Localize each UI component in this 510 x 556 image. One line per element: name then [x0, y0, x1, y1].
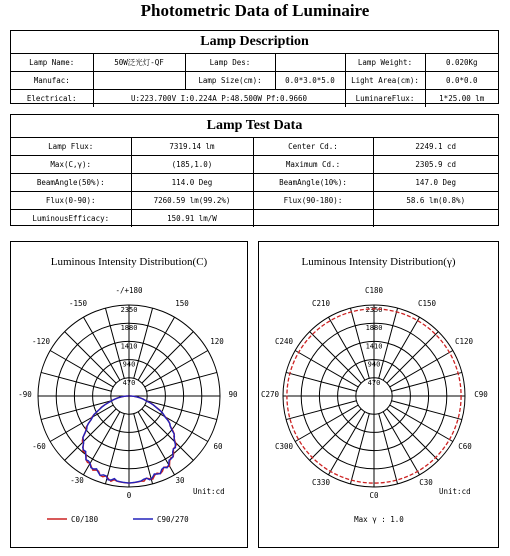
grid-spoke — [350, 414, 369, 484]
ring-value-label: 1880 — [120, 324, 138, 333]
grid-spoke — [295, 405, 358, 441]
grid-spoke — [387, 409, 438, 460]
grid-spoke — [383, 317, 419, 380]
c-distribution-panel — [10, 241, 248, 548]
table-cell: 7260.59 lm(99.2%) — [131, 192, 253, 210]
light-area-value: 0.0*0.0 — [425, 72, 498, 90]
table-cell: 2249.1 cd — [373, 138, 498, 156]
grid-spoke — [105, 414, 124, 484]
lamp-weight-value: 0.020Kg — [425, 54, 498, 72]
table-row — [11, 156, 498, 174]
grid-spoke — [142, 332, 193, 383]
manufac-label: Manufac: — [11, 72, 93, 90]
c-label-330: C330 — [311, 478, 331, 487]
c-label-30: C30 — [419, 478, 433, 487]
table-cell: 114.0 Deg — [131, 174, 253, 192]
angle-label-120: 120 — [210, 337, 224, 346]
table-cell — [373, 210, 498, 228]
legend-c90-label: C90/270 — [157, 515, 189, 524]
grid-spoke — [50, 351, 113, 387]
c-label-90: C90 — [474, 390, 488, 399]
gamma-chart-title: Luminous Intensity Distribution(γ) — [301, 256, 456, 268]
grid-spoke — [65, 409, 116, 460]
grid-spoke — [84, 412, 120, 475]
grid-spoke — [65, 332, 116, 383]
angle-label-150: 150 — [175, 299, 189, 308]
table-cell: Maximum Cd.: — [253, 156, 373, 174]
c-chart-title: Luminous Intensity Distribution(C) — [50, 256, 208, 268]
angle-label-90: 90 — [228, 390, 238, 399]
table-row — [11, 174, 498, 192]
angle-label-180: -/+180 — [115, 286, 143, 295]
grid-spoke — [147, 401, 217, 420]
ring-value-label: 470 — [367, 378, 381, 387]
lamp-test-box — [10, 114, 499, 226]
c-label-300: C300 — [274, 442, 294, 451]
c-label-0: C0 — [369, 491, 379, 500]
c-label-150: C150 — [417, 299, 437, 308]
grid-spoke — [379, 414, 398, 484]
grid-spoke — [392, 401, 462, 420]
lamp-description-heading: Lamp Description — [11, 31, 498, 54]
grid-spoke — [310, 332, 361, 383]
unit-label: Unit:cd — [439, 487, 471, 496]
grid-spoke — [390, 351, 453, 387]
ring-value-label: 470 — [122, 378, 136, 387]
lamp-des-label: Lamp Des: — [185, 54, 275, 72]
c-label-240: C240 — [274, 337, 294, 346]
grid-spoke — [84, 317, 120, 380]
luminare-flux-label: LuminareFlux: — [345, 90, 425, 108]
table-cell: 147.0 Deg — [373, 174, 498, 192]
grid-spoke — [310, 409, 361, 460]
grid-spoke — [41, 372, 111, 391]
grid-spoke — [329, 317, 365, 380]
ring-value-label: 2350 — [365, 306, 383, 314]
table-cell: Center Cd.: — [253, 138, 373, 156]
manufac-value — [93, 72, 185, 90]
grid-spoke — [41, 401, 111, 420]
table-row — [11, 210, 498, 228]
grid-spoke — [295, 351, 358, 387]
angle-label-60: 60 — [213, 442, 223, 451]
table-cell: 150.91 lm/W — [131, 210, 253, 228]
grid-spoke — [147, 372, 217, 391]
grid-spoke — [145, 405, 208, 441]
angle-label--90: -90 — [18, 390, 32, 399]
table-cell: 7319.14 lm — [131, 138, 253, 156]
grid-spoke — [383, 412, 419, 475]
luminare-flux-value: 1*25.00 lm — [425, 90, 498, 108]
angle-label--60: -60 — [32, 442, 46, 451]
c-label-180: C180 — [364, 286, 384, 295]
gamma-distribution-panel — [258, 241, 499, 548]
table-cell: Lamp Flux: — [11, 138, 131, 156]
ring-value-label: 1880 — [365, 324, 383, 333]
grid-spoke — [387, 332, 438, 383]
angle-label-0: 0 — [126, 491, 132, 500]
table-cell: BeamAngle(50%): — [11, 174, 131, 192]
table-cell: 2305.9 cd — [373, 156, 498, 174]
lamp-description-box — [10, 30, 499, 104]
table-row — [11, 192, 498, 210]
ring-value-label: 2350 — [120, 306, 138, 314]
grid-spoke — [390, 405, 453, 441]
max-gamma-label: Max γ : 1.0 — [354, 515, 404, 524]
ring-value-label: 1410 — [120, 342, 138, 351]
table-cell — [253, 210, 373, 228]
angle-label--30: -30 — [70, 476, 84, 485]
ring-value-label: 1410 — [365, 342, 383, 351]
lamp-test-heading: Lamp Test Data — [11, 115, 498, 138]
table-cell: BeamAngle(10%): — [253, 174, 373, 192]
lamp-description-table — [11, 54, 498, 107]
grid-spoke — [286, 372, 356, 391]
c-label-60: C60 — [458, 442, 472, 451]
electrical-label: Electrical: — [11, 90, 93, 108]
c-polar-chart — [11, 242, 247, 547]
lamp-des-value — [275, 54, 345, 72]
unit-label: Unit:cd — [193, 487, 225, 496]
table-cell: 58.6 lm(0.8%) — [373, 192, 498, 210]
table-cell: Flux(0-90): — [11, 192, 131, 210]
grid-spoke — [134, 414, 153, 484]
c-label-210: C210 — [311, 299, 331, 308]
light-area-label: Light Area(cm): — [345, 72, 425, 90]
table-cell: LuminousEfficacy: — [11, 210, 131, 228]
angle-label-30: 30 — [175, 476, 185, 485]
grid-spoke — [329, 412, 365, 475]
ring-value-label: 940 — [367, 360, 381, 369]
lamp-test-table — [11, 138, 498, 227]
lamp-size-label: Lamp Size(cm): — [185, 72, 275, 90]
grid-spoke — [392, 372, 462, 391]
grid-spoke — [145, 351, 208, 387]
lamp-weight-label: Lamp Weight: — [345, 54, 425, 72]
legend-c0-label: C0/180 — [71, 515, 99, 524]
table-row — [11, 138, 498, 156]
ring-value-label: 940 — [122, 360, 136, 369]
page-title: Photometric Data of Luminaire — [140, 1, 370, 20]
lamp-name-value: 50W泛光灯-QF — [93, 54, 185, 72]
lamp-name-label: Lamp Name: — [11, 54, 93, 72]
lamp-size-value: 0.0*3.0*5.0 — [275, 72, 345, 90]
grid-spoke — [50, 405, 113, 441]
grid-spoke — [138, 317, 174, 380]
table-cell: Flux(90-180): — [253, 192, 373, 210]
c-label-120: C120 — [454, 337, 474, 346]
c-label-270: C270 — [260, 390, 280, 399]
electrical-value: U:223.700V I:0.224A P:48.500W Pf:0.9660 — [93, 90, 345, 108]
table-cell: Max(C,γ): — [11, 156, 131, 174]
gamma-polar-chart — [259, 242, 498, 547]
angle-label--120: -120 — [31, 337, 51, 346]
grid-spoke — [286, 401, 356, 420]
grid-spoke — [142, 409, 193, 460]
table-cell: (185,1.0) — [131, 156, 253, 174]
angle-label--150: -150 — [68, 299, 88, 308]
